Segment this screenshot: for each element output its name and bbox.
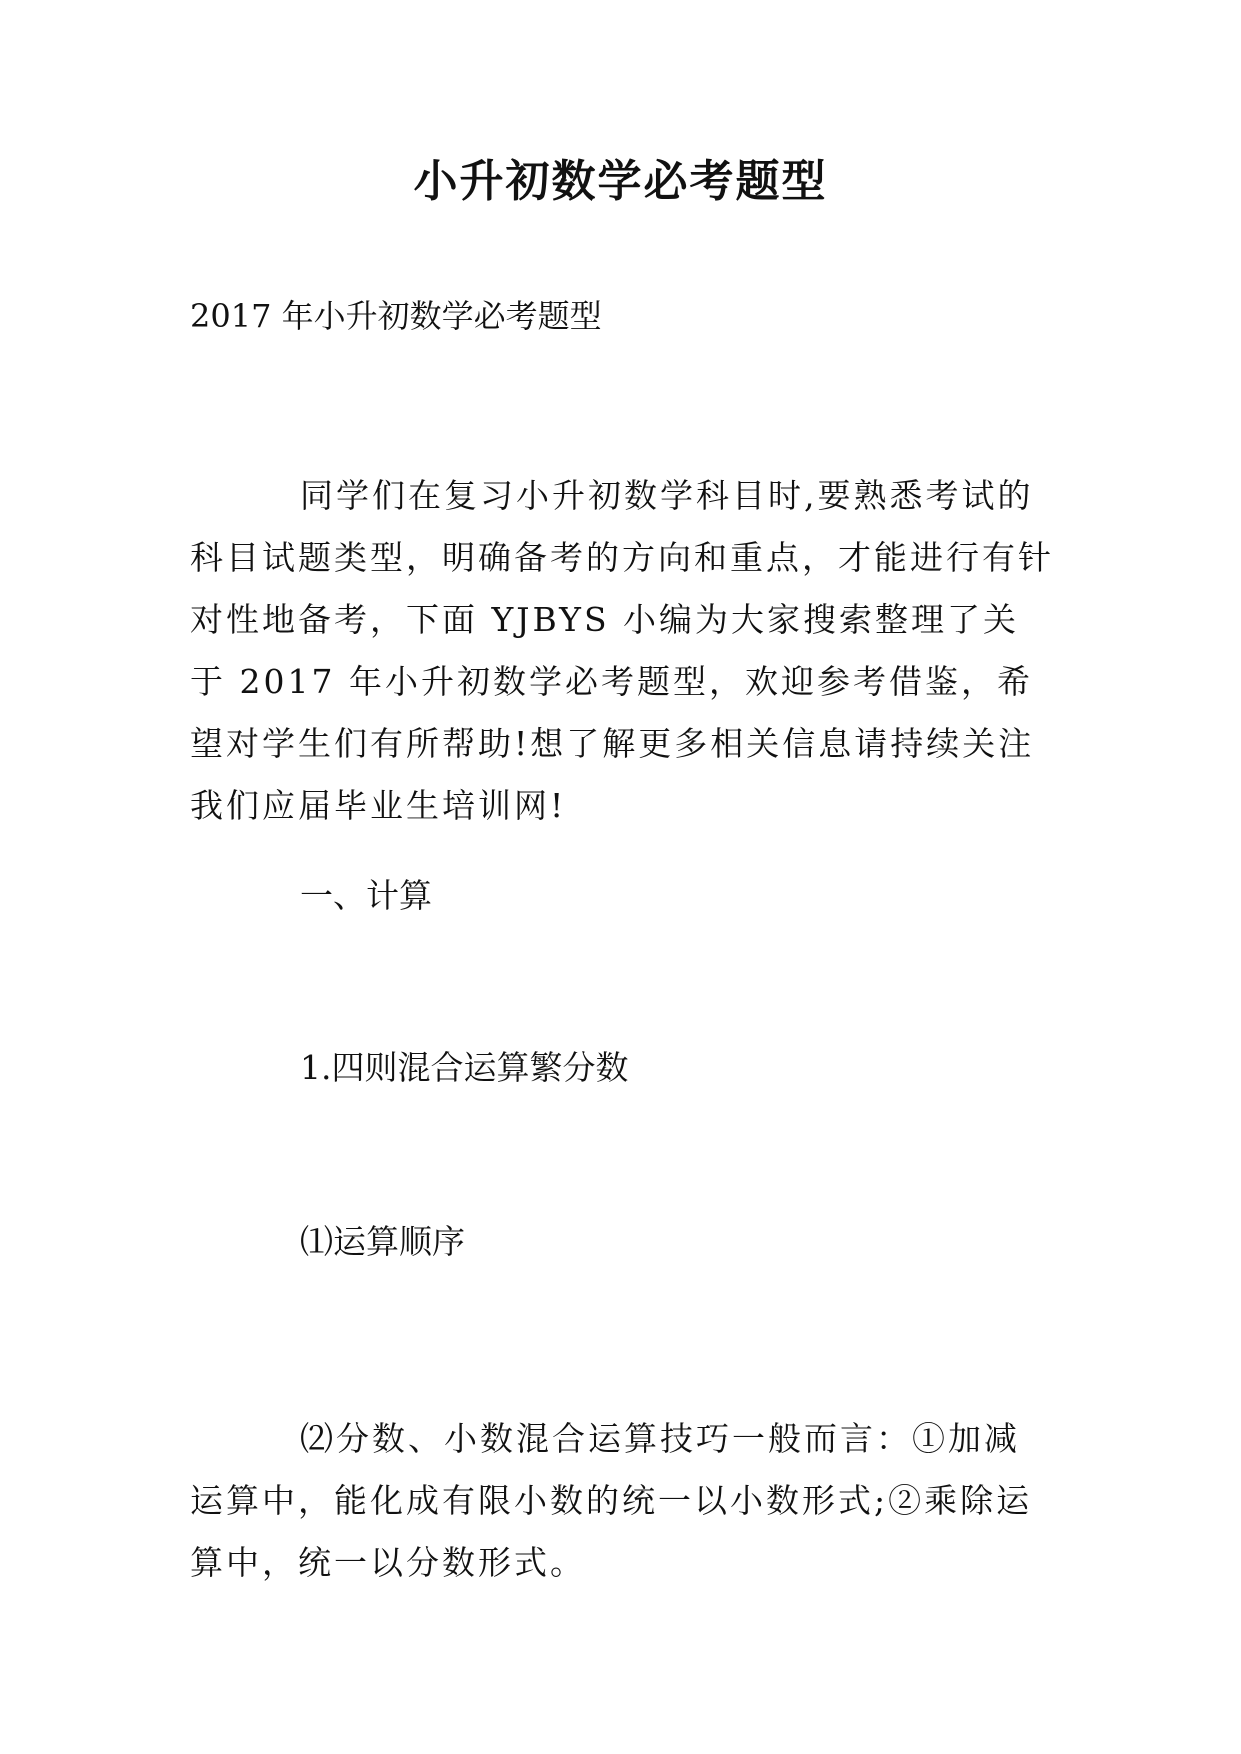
intro-paragraph: 同学们在复习小升初数学科目时,要熟悉考试的科目试题类型，明确备考的方向和重点，才能进行有针对性地备考，下面 YJBYS 小编为大家搜索整理了关于 2017 年小升初数学必考题型，欢迎参考借鉴，希望对学生们有所帮助!想了解更多相关信息请持续关注我们应届毕业生培训网! [190,476,1054,825]
section-heading: 一、计算 [300,876,432,915]
sub-item-paragraph: ⑵分数、小数混合运算技巧一般而言：①加减运算中，能化成有限小数的统一以小数形式;②乘除运算中，统一以分数形式。 [190,1419,1033,1582]
item-heading: 1.四则混合运算繁分数 [300,1048,629,1087]
page-title: 小升初数学必考题型 [413,156,828,207]
document-subtitle: 2017 年小升初数学必考题型 [190,297,602,335]
sub-item-heading: ⑴运算顺序 [300,1222,465,1261]
